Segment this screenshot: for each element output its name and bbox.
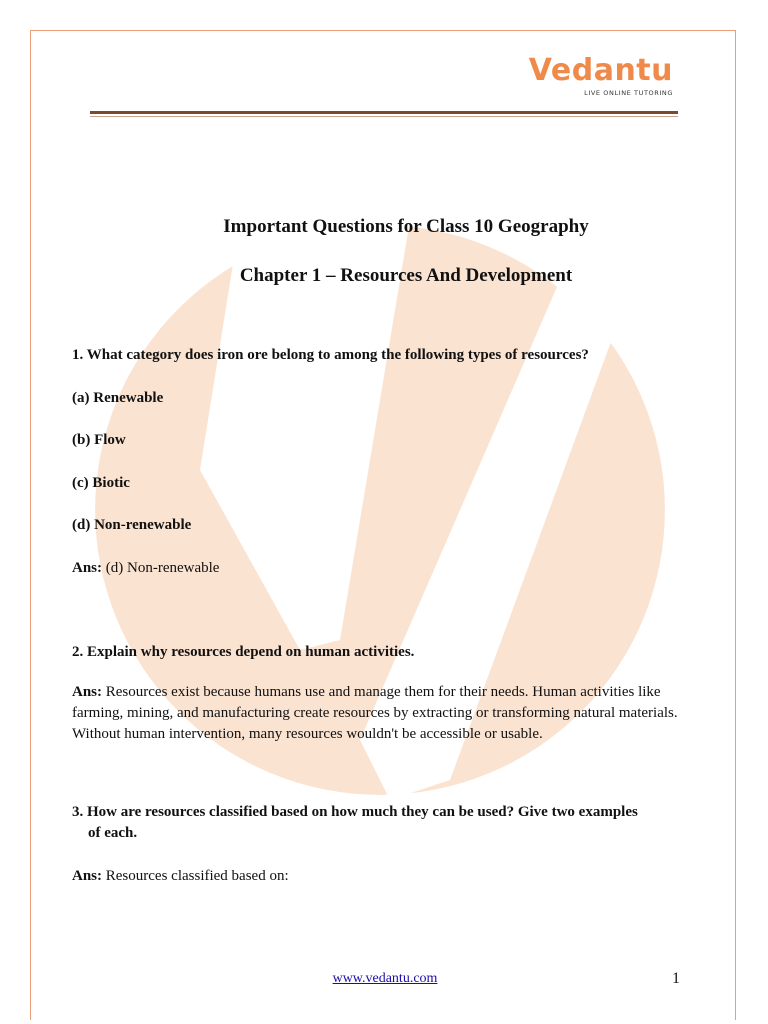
q1-option-b: (b) Flow: [72, 432, 126, 448]
question-2: 2. Explain why resources depend on human activities.: [72, 644, 415, 660]
q1-option-a: (a) Renewable: [72, 390, 164, 406]
question-3: 3. How are resources classified based on how much they can be used? Give two examples of each.: [72, 804, 638, 841]
logo-tagline: LIVE ONLINE TUTORING: [584, 89, 673, 97]
answer-1: [72, 558, 692, 579]
answer-label: Ans:: [72, 560, 103, 576]
answer-text: Resources exist because humans use and manage them for their needs. Human activities like farming, mining, and manufacturing create resources by extracting or transforming natural materials. Without human intervention, many resources wouldn't be accessible or usable.: [72, 684, 678, 742]
logo-wordmark: Vedantu: [528, 53, 673, 88]
header-rule: [90, 111, 678, 117]
answer-label: Ans:: [72, 868, 103, 884]
answer-text: Resources classified based on:: [102, 868, 289, 884]
document-title: Important Questions for Class 10 Geography: [223, 216, 589, 237]
q1-option-c: (c) Biotic: [72, 475, 130, 491]
vedantu-logo: [528, 53, 673, 97]
answer-3: [72, 866, 692, 887]
chapter-title: Chapter 1 – Resources And Development: [239, 265, 573, 286]
question-1: 1. What category does iron ore belong to among the following types of resources?: [72, 347, 589, 363]
page-number: 1: [672, 970, 680, 987]
answer-text: (d) Non-renewable: [102, 560, 220, 576]
answer-2: [72, 682, 692, 745]
vedantu-website-link[interactable]: www.vedantu.com: [332, 971, 438, 986]
q1-option-d: (d) Non-renewable: [72, 517, 192, 533]
answer-label: Ans:: [72, 684, 103, 700]
